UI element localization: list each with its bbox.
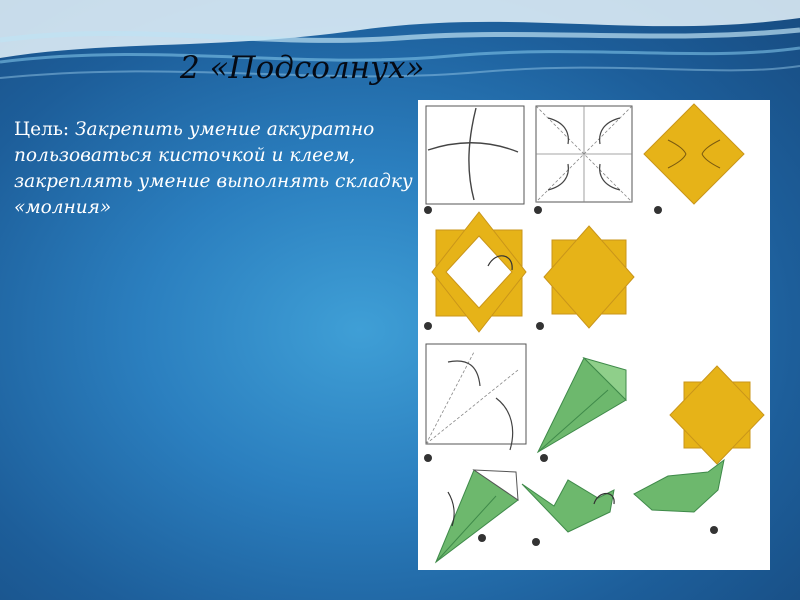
stem-step-5 (634, 366, 764, 534)
stem-step-2 (538, 358, 626, 462)
stem-step-4 (522, 480, 614, 546)
slide-title: 2 «Подсолнух» (180, 50, 425, 86)
stem-step-1 (424, 344, 526, 462)
sunflower-step-2 (534, 106, 632, 214)
goal-label: Цель: (14, 119, 76, 140)
sunflower-step-3 (644, 104, 744, 214)
sunflower-step-4 (424, 212, 526, 332)
origami-instruction-diagram (418, 100, 770, 570)
sunflower-step-5 (536, 226, 634, 330)
goal-description: Закрепить умение аккуратно пользоваться кисточкой и клеем, закреплять умение выполнять складку «молния» (14, 119, 413, 218)
goal-text-block (14, 117, 419, 221)
sunflower-step-1 (424, 106, 524, 214)
stem-step-3 (436, 470, 518, 562)
